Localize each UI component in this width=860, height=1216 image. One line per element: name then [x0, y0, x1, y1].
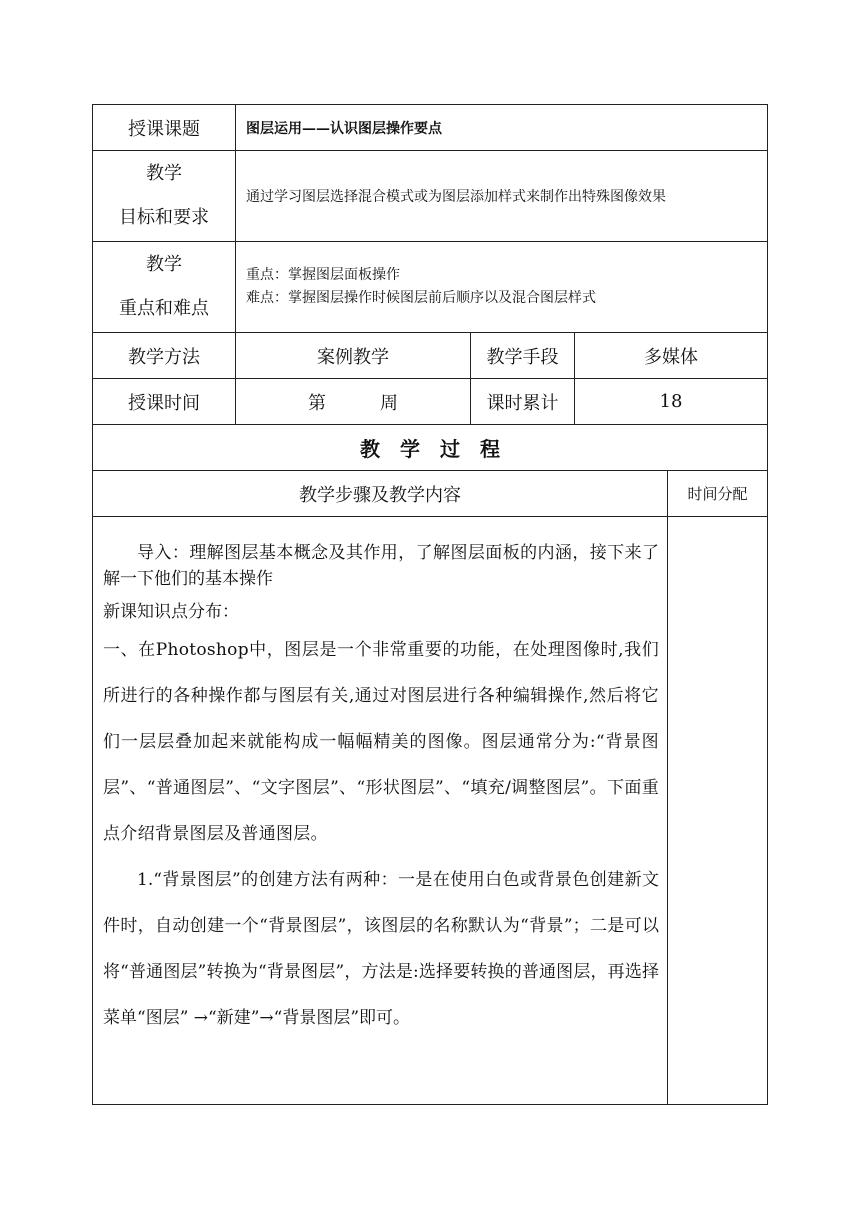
- method-value: 案例教学: [317, 346, 389, 368]
- method-label: 教学方法: [128, 346, 200, 368]
- time-alloc-header: 时间分配: [687, 485, 748, 503]
- hours-value: 18: [659, 391, 683, 412]
- goal-label-line2: 目标和要求: [119, 207, 209, 228]
- key-label-line2: 重点和难点: [119, 298, 209, 319]
- goal-label: [93, 151, 235, 241]
- goal-value: 通过学习图层选择混合模式或为图层添加样式来制作出特殊图像效果: [246, 189, 666, 205]
- means-value: 多媒体: [644, 346, 698, 368]
- means-label: 教学手段: [486, 346, 559, 368]
- lesson-content: [93, 518, 667, 1041]
- content-paragraph-1: 一、在Photoshop中，图层是一个非常重要的功能，在处理图像时,我们所进行的各种操作都与图层有关,通过对图层进行各种编辑操作,然后将它们一层层叠加起来就能构成一幅幅精美的图像。图层通常分为:“背景图层”、“普通图层”、“文字图层”、“形状图层”、“填充/调整图层”。下面重点介绍背景图层及普通图层。: [103, 640, 659, 844]
- topic-value: 图层运用——认识图层操作要点: [246, 120, 442, 137]
- key-label-line1: 教学: [146, 254, 182, 275]
- topic-label: 授课课题: [128, 118, 200, 140]
- steps-header: 教学步骤及教学内容: [299, 484, 461, 506]
- key-value: [236, 242, 767, 332]
- hours-label: 课时累计: [486, 392, 559, 414]
- time-value: 第 周: [308, 392, 398, 414]
- subtitle-line: 新课知识点分布：: [103, 602, 239, 622]
- time-label: 授课时间: [128, 392, 200, 414]
- content-paragraph-2: 1.“背景图层”的创建方法有两种：一是在使用白色或背景色创建新文件时，自动创建一个“背景图层”，该图层的名称默认为“背景”；二是可以将“普通图层”转换为“背景图层”，方法是:选择要转换的普通图层，再选择菜单“图层” →“新建”→“背景图层”即可。: [103, 870, 659, 1028]
- goal-label-line1: 教学: [146, 163, 182, 184]
- process-title: 教学过程: [360, 437, 520, 461]
- key-label: [93, 242, 235, 332]
- lesson-plan-table: [92, 104, 768, 1105]
- time-alloc-column: [668, 517, 767, 1104]
- key-point-text: 重点：掌握图层面板操作: [246, 267, 400, 283]
- intro-paragraph: 导入：理解图层基本概念及其作用，了解图层面板的内涵，接下来了解一下他们的基本操作: [103, 543, 659, 589]
- difficulty-text: 难点：掌握图层操作时候图层前后顺序以及混合图层样式: [246, 290, 596, 306]
- row-divider: [93, 516, 767, 517]
